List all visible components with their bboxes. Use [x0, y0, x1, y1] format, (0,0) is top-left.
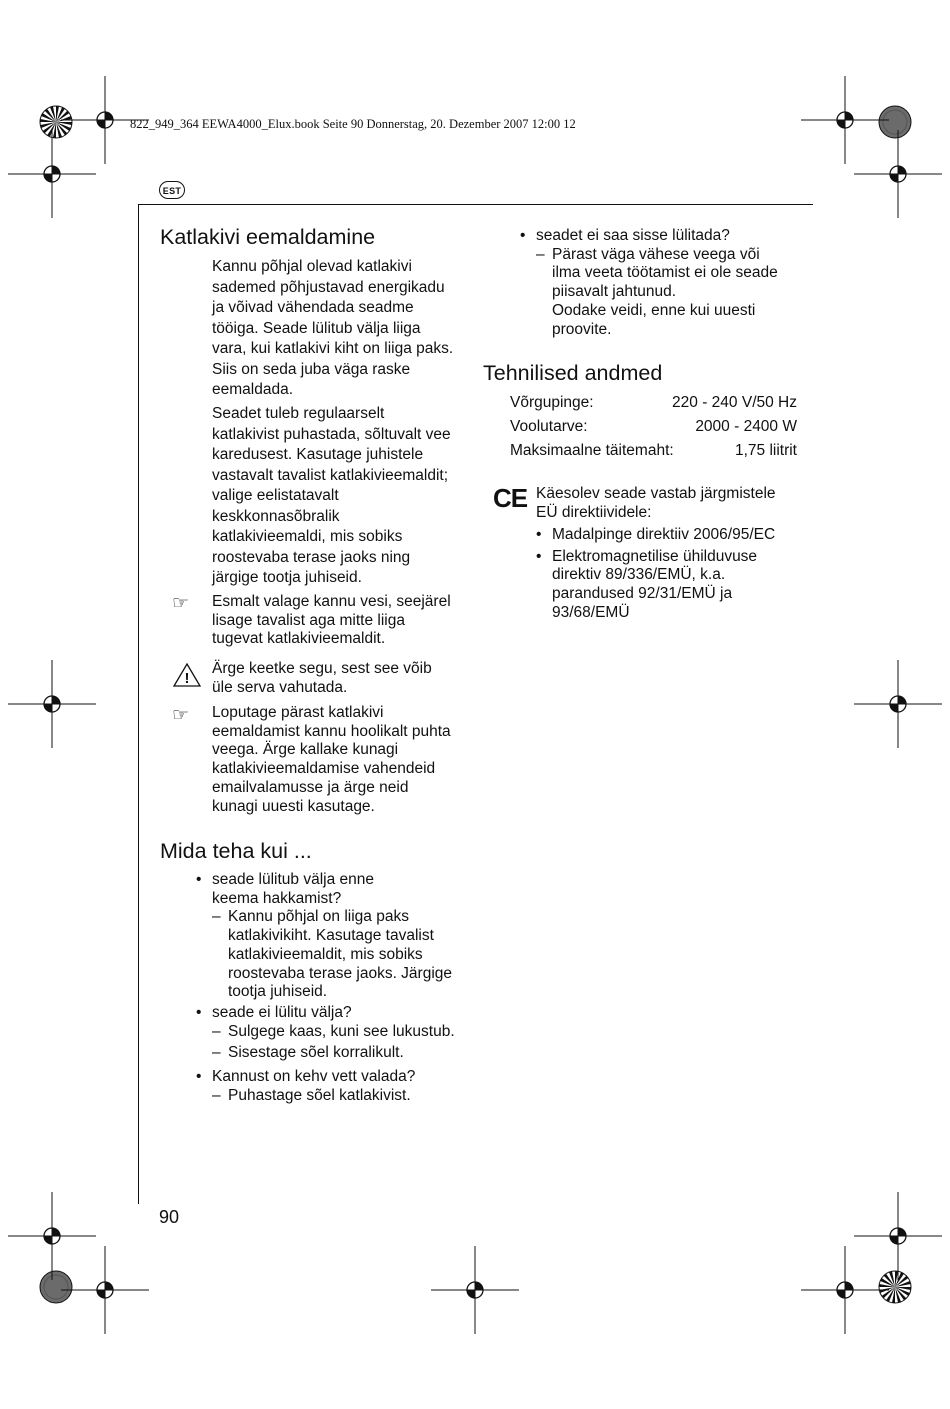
- warning-triangle-icon: [172, 662, 202, 688]
- text-line: katlakivieemaldamise vahendeid: [212, 760, 436, 778]
- bullet-mark: •: [520, 227, 526, 244]
- crosshair-mark: [8, 660, 96, 748]
- text-line: karedusest. Kasutage juhistele: [212, 446, 424, 463]
- crosshair-mark: [854, 130, 942, 218]
- descaling-note-1: [212, 593, 487, 649]
- technical-heading: Tehnilised andmed: [483, 361, 663, 385]
- question-text: Kannust on kehv vett valada?: [212, 1068, 416, 1085]
- descaling-paragraph-1: [212, 257, 487, 401]
- directive-text: parandused 92/31/EMÜ ja: [552, 585, 733, 603]
- answer-text: piisavalt jahtunud.: [552, 283, 677, 301]
- text-line: roostevaba terase jaoks ning: [212, 548, 411, 566]
- troubleshooting-item-4: [520, 227, 815, 339]
- technical-row: [510, 415, 797, 439]
- directive-text: Madalpinge direktiiv 2006/95/EC: [552, 526, 776, 543]
- answer-text: ilma veeta töötamist ei ole seade: [552, 264, 778, 282]
- starburst-mark-top-left: [40, 106, 72, 138]
- text-line: vastavalt tavalist katlakivieemaldit;: [212, 466, 449, 484]
- bullet-mark: •: [196, 1004, 202, 1021]
- text-line: eemaldada.: [212, 381, 294, 398]
- text-line: Käesolev seade vastab järgmistele: [536, 485, 776, 502]
- technical-value: 1,75 liitrit: [734, 442, 797, 459]
- question-text: seade lülitub välja enne: [212, 871, 375, 888]
- technical-label: Maksimaalne täitemaht:: [510, 442, 674, 459]
- crosshair-mark: [61, 1246, 149, 1334]
- dash-mark: –: [212, 908, 221, 926]
- troubleshooting-item-1: [196, 871, 491, 1002]
- technical-value: 2000 - 2400 W: [695, 418, 797, 435]
- technical-value: 220 - 240 V/50 Hz: [672, 394, 797, 411]
- starburst-mark-bottom-right: [879, 1271, 911, 1303]
- crosshair-mark: [801, 76, 889, 164]
- dash-mark: –: [212, 1044, 221, 1062]
- bullet-mark: •: [536, 547, 542, 565]
- text-line: katlakivist puhastada, sõltuvalt vee: [212, 425, 451, 443]
- warning-exclamation: !: [184, 670, 190, 687]
- text-line: EÜ direktiividele:: [536, 503, 652, 521]
- answer-text: katlakivikiht. Kasutage tavalist: [228, 927, 434, 945]
- answer-text: roostevaba terase jaoks. Järgige: [228, 964, 453, 982]
- text-line: Ärge keetke segu, sest see võib: [212, 660, 432, 677]
- bullet-mark: •: [196, 1068, 202, 1085]
- text-line: ja võivad vähendada seadme: [212, 299, 414, 316]
- text-line: valige eelistatavalt: [212, 487, 339, 504]
- technical-table: [510, 391, 797, 463]
- language-badge: EST: [159, 181, 185, 199]
- page-number: 90: [159, 1207, 180, 1227]
- technical-row: [510, 439, 797, 463]
- text-line: kunagi uuesti kasutage.: [212, 797, 375, 815]
- descaling-warning: [212, 660, 487, 697]
- descaling-paragraph-2: [212, 404, 487, 589]
- text-line: katlakivieemaldi, mis sobiks: [212, 528, 403, 545]
- technical-row: [510, 391, 797, 415]
- print-header: 822_949_364 EEWA4000_Elux.book Seite 90 Donnerstag, 20. Dezember 2007 12:00 12: [130, 117, 576, 131]
- answer-text: Oodake veidi, enne kui uuesti: [552, 301, 756, 319]
- troubleshooting-heading: Mida teha kui ...: [160, 839, 312, 863]
- answer-text: Sisestage sõel korralikult.: [228, 1044, 404, 1062]
- troubleshooting-item-2: [196, 1004, 491, 1063]
- bullet-mark: •: [196, 871, 202, 888]
- text-line: tugevat katlakivieemaldit.: [212, 630, 386, 648]
- technical-label: Voolutarve:: [510, 418, 588, 435]
- answer-text: Kannu põhjal on liiga paks: [228, 908, 409, 926]
- crosshair-mark: [8, 1192, 96, 1280]
- text-line: sademed põhjustavad energikadu: [212, 278, 445, 296]
- text-line: järgige tootja juhiseid.: [212, 569, 362, 586]
- compliance-intro: [536, 485, 811, 522]
- ce-mark-icon: CE: [493, 483, 528, 513]
- text-line: Loputage pärast katlakivi: [212, 704, 384, 721]
- text-line: vara, kui katlakivi kiht on liiga paks.: [212, 340, 454, 357]
- text-line: Esmalt valage kannu vesi, seejärel: [212, 593, 451, 610]
- text-line: emailvalamusse ja ärge neid: [212, 778, 409, 796]
- dash-mark: –: [212, 1022, 221, 1040]
- pointing-hand-icon: ☞: [172, 705, 190, 726]
- technical-label: Võrgupinge:: [510, 394, 594, 411]
- grey-mark-bottom-left: [40, 1271, 72, 1303]
- answer-text: Sulgege kaas, kuni see lukustub.: [228, 1022, 455, 1040]
- text-line: keskkonnasõbralik: [212, 507, 340, 525]
- text-line: veega. Ärge kallake kunagi: [212, 741, 399, 759]
- answer-text: proovite.: [552, 320, 612, 338]
- text-line: Siis on seda juba väga raske: [212, 360, 411, 378]
- text-line: eemaldamist kannu hoolikalt puhta: [212, 722, 451, 740]
- directive-list: [536, 526, 816, 623]
- question-text: keema hakkamist?: [212, 889, 342, 907]
- crosshair-mark: [854, 1192, 942, 1280]
- directive-text: 93/68/EMÜ: [552, 603, 630, 621]
- grey-mark-top-right: [879, 106, 911, 138]
- crosshair-mark: [431, 1246, 519, 1334]
- text-line: üle serva vahutada.: [212, 678, 348, 696]
- text-line: Seadet tuleb regulaarselt: [212, 405, 385, 422]
- crosshair-mark: [854, 660, 942, 748]
- bullet-mark: •: [536, 526, 542, 543]
- left-rule: [138, 204, 139, 1204]
- pointing-hand-icon: ☞: [172, 593, 190, 614]
- descaling-heading: Katlakivi eemaldamine: [160, 225, 376, 249]
- question-text: seadet ei saa sisse lülitada?: [536, 227, 730, 244]
- question-text: seade ei lülitu välja?: [212, 1004, 352, 1021]
- dash-mark: –: [212, 1086, 221, 1104]
- text-line: tööiga. Seade lülitub välja liiga: [212, 319, 421, 337]
- answer-text: katlakivieemaldit, mis sobiks: [228, 945, 423, 963]
- troubleshooting-item-3: [196, 1068, 491, 1105]
- directive-text: Elektromagnetilise ühilduvuse: [552, 547, 758, 565]
- text-line: lisage tavalist aga mitte liiga: [212, 611, 405, 629]
- descaling-note-2: [212, 704, 487, 816]
- crosshair-mark: [8, 130, 96, 218]
- answer-text: tootja juhiseid.: [228, 983, 328, 1001]
- text-line: Kannu põhjal olevad katlakivi: [212, 258, 412, 275]
- top-rule: [138, 204, 813, 205]
- answer-text: Puhastage sõel katlakivist.: [228, 1086, 411, 1104]
- crosshair-mark: [801, 1246, 889, 1334]
- dash-mark: –: [536, 245, 545, 263]
- answer-text: Pärast väga vähese veega või: [552, 245, 760, 263]
- directive-text: direktiv 89/336/EMÜ, k.a.: [552, 566, 726, 584]
